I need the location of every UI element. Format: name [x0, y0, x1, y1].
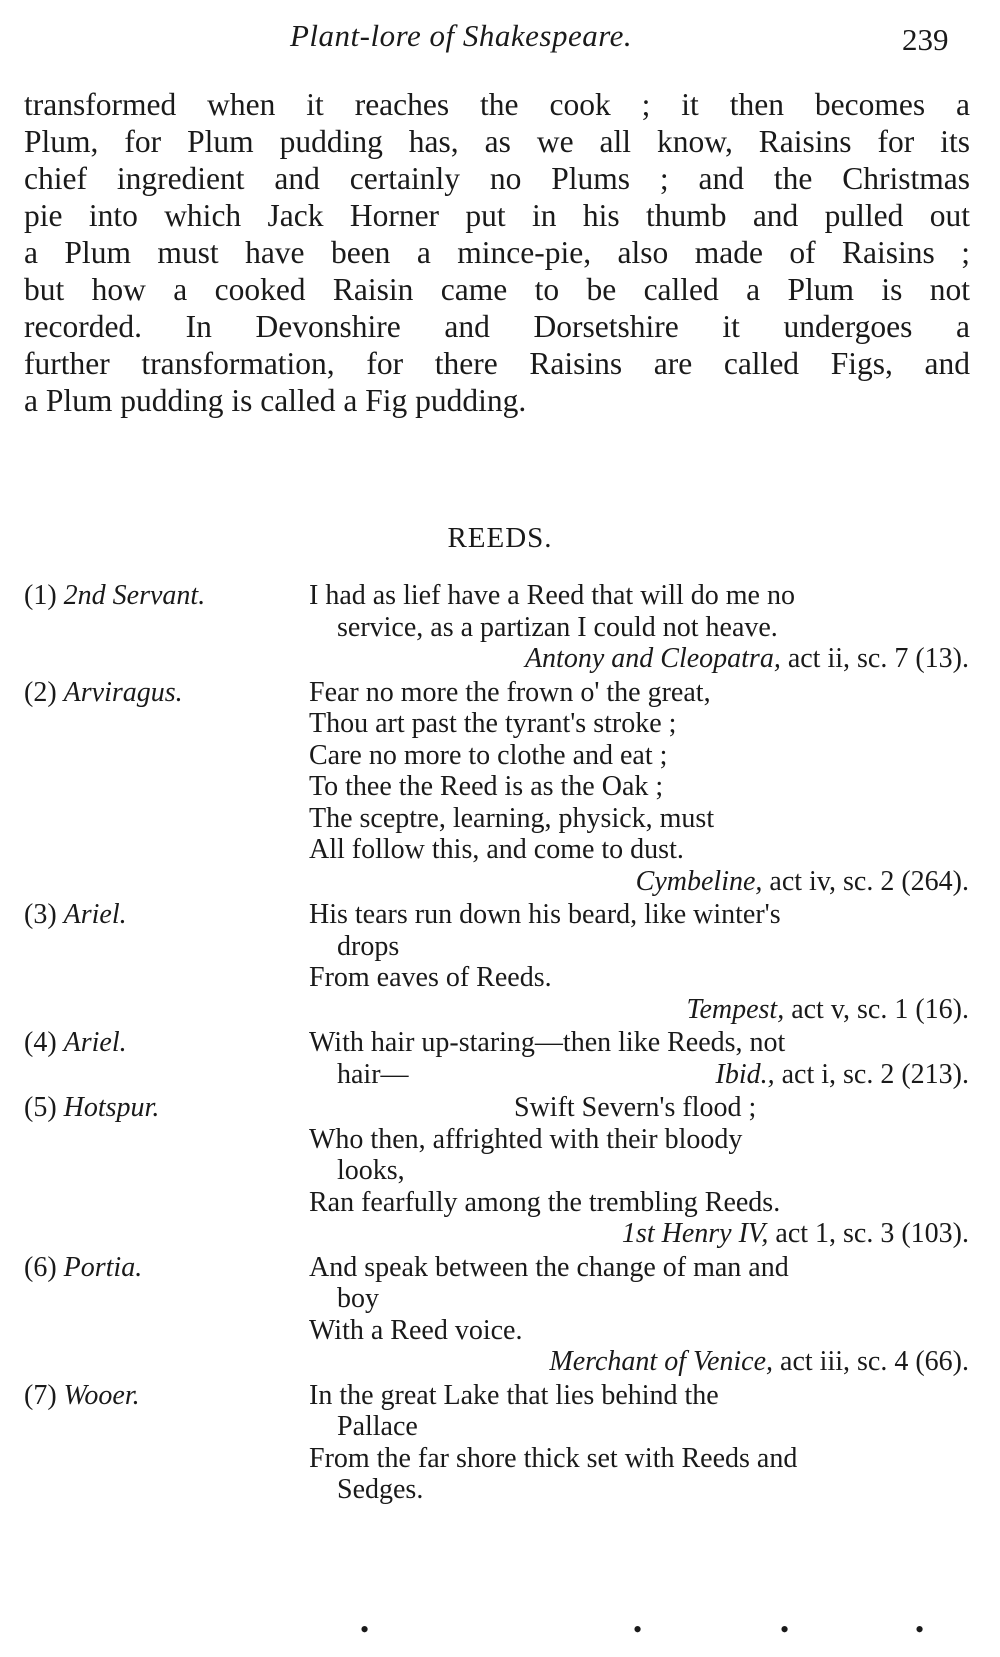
citation [309, 1346, 969, 1378]
quotation-label [24, 1252, 142, 1284]
paragraph-line: chief ingredient and certainly no Plums ; and the Christmas [24, 161, 970, 196]
quotation-list [24, 580, 970, 1508]
verse-line: Fear no more the frown o' the great, [309, 676, 711, 708]
citation-work: Antony and Cleopatra, [524, 643, 781, 674]
quotation-label [24, 580, 205, 612]
quotation-entry [24, 1092, 970, 1250]
verse-line: hair— [337, 1058, 409, 1090]
speaker-name: Ariel. [63, 1027, 127, 1058]
quotation-number: (4) [24, 1027, 57, 1058]
verse-line: With hair up-staring—then like Reeds, not [309, 1027, 786, 1058]
ellipsis-dot: • [915, 1615, 925, 1644]
paragraph-line: transformed when it reaches the cook ; it then becomes a [24, 87, 970, 122]
quotation-number: (2) [24, 676, 57, 708]
citation-work: Tempest, [686, 993, 785, 1025]
citation-reference: act iii, sc. 4 (66). [773, 1346, 969, 1377]
ellipsis-dot: • [633, 1615, 643, 1644]
verse-line: With a Reed voice. [309, 1314, 523, 1346]
quotation-text [309, 899, 969, 1025]
verse-line: Thou art past the tyrant's stroke ; [309, 708, 677, 739]
page-number: 239 [902, 22, 949, 57]
paragraph-line: recorded. In Devonshire and Dorsetshire it undergoes a [24, 309, 970, 344]
verse-line: Sedges. [337, 1474, 424, 1505]
quotation-text [309, 1092, 969, 1250]
citation-reference: act 1, sc. 3 (103). [768, 1218, 969, 1249]
verse-line: service, as a partizan I could not heave. [337, 611, 778, 643]
verse-line: Care no more to clothe and eat ; [309, 739, 668, 771]
verse-line: Swift Severn's flood ; [514, 1092, 757, 1123]
paragraph-line: further transformation, for there Raisins are called Figs, and [24, 346, 970, 381]
quotation-text [309, 677, 969, 898]
verse-line: From eaves of Reeds. [309, 962, 552, 993]
verse-line: In the great Lake that lies behind the [309, 1379, 719, 1411]
citation-reference: act ii, sc. 7 (13). [780, 643, 969, 674]
quotation-label [24, 677, 183, 709]
quotation-label [24, 1380, 140, 1412]
quotation-number: (6) [24, 1251, 57, 1283]
ellipsis-dot: • [780, 1615, 790, 1644]
quotation-label [24, 1027, 127, 1059]
verse-line-with-citation [309, 1059, 969, 1091]
speaker-name: Ariel. [63, 899, 127, 930]
verse-line: All follow this, and come to dust. [309, 834, 684, 865]
running-title: Plant-lore of Shakespeare. [290, 18, 633, 53]
section-heading: REEDS. [447, 522, 553, 554]
citation-work: Cymbeline, [635, 865, 763, 897]
speaker-name: Wooer. [63, 1379, 140, 1411]
citation-reference: act v, sc. 1 (16). [784, 993, 969, 1025]
quotation-number: (7) [24, 1379, 57, 1411]
quotation-label [24, 1092, 159, 1124]
citation [716, 1059, 970, 1091]
quotation-entry [24, 899, 970, 1025]
speaker-name: Hotspur. [63, 1092, 160, 1123]
verse-line: drops [337, 930, 400, 962]
citation-reference: act i, sc. 2 (213). [774, 1058, 969, 1090]
quotation-entry [24, 1027, 970, 1090]
quotation-label [24, 899, 127, 931]
speaker-name: 2nd Servant. [63, 580, 206, 611]
verse-line: Ran fearfully among the trembling Reeds. [309, 1186, 781, 1218]
paragraph-line: Plum, for Plum pudding has, as we all know, Raisins for its [24, 124, 970, 159]
verse-line: Who then, affrighted with their bloody [309, 1123, 743, 1155]
verse-line: looks, [337, 1155, 405, 1186]
verse-line: From the far shore thick set with Reeds and [309, 1442, 798, 1474]
verse-line: boy [337, 1283, 379, 1314]
quotation-entry [24, 1252, 970, 1378]
speaker-name: Arviragus. [63, 676, 183, 708]
citation [309, 1218, 969, 1250]
quotation-text [309, 1380, 969, 1506]
body-paragraph [24, 86, 970, 419]
ellipsis-dot: • [360, 1615, 370, 1644]
verse-line: And speak between the change of man and [309, 1251, 789, 1283]
quotation-number: (3) [24, 899, 57, 930]
verse-line: To thee the Reed is as the Oak ; [309, 771, 664, 802]
verse-line: Pallace [337, 1411, 418, 1442]
speaker-name: Portia. [63, 1251, 143, 1283]
quotation-entry [24, 1380, 970, 1506]
citation-reference: act iv, sc. 2 (264). [762, 865, 969, 897]
citation-work: 1st Henry IV, [621, 1218, 769, 1249]
verse-line: I had as lief have a Reed that will do me no [309, 580, 795, 611]
quotation-number: (1) [24, 580, 57, 611]
quotation-text [309, 1027, 969, 1090]
quotation-entry [24, 677, 970, 898]
paragraph-line: pie into which Jack Horner put in his thumb and pulled out [24, 198, 970, 233]
citation [309, 994, 969, 1026]
quotation-text [309, 580, 969, 675]
citation [309, 643, 969, 675]
quotation-number: (5) [24, 1092, 57, 1123]
ellipsis-dots [0, 1615, 1000, 1644]
citation-work: Ibid., [715, 1058, 775, 1090]
quotation-text [309, 1252, 969, 1378]
paragraph-line: but how a cooked Raisin came to be called a Plum is not [24, 272, 970, 307]
verse-line: The sceptre, learning, physick, must [309, 802, 715, 834]
paragraph-line: a Plum must have been a mince-pie, also made of Raisins ; [24, 235, 970, 270]
quotation-entry [24, 580, 970, 675]
verse-line: His tears run down his beard, like winter's [309, 899, 781, 930]
paragraph-line: a Plum pudding is called a Fig pudding. [24, 383, 527, 418]
citation [309, 866, 969, 898]
citation-work: Merchant of Venice, [549, 1346, 774, 1377]
